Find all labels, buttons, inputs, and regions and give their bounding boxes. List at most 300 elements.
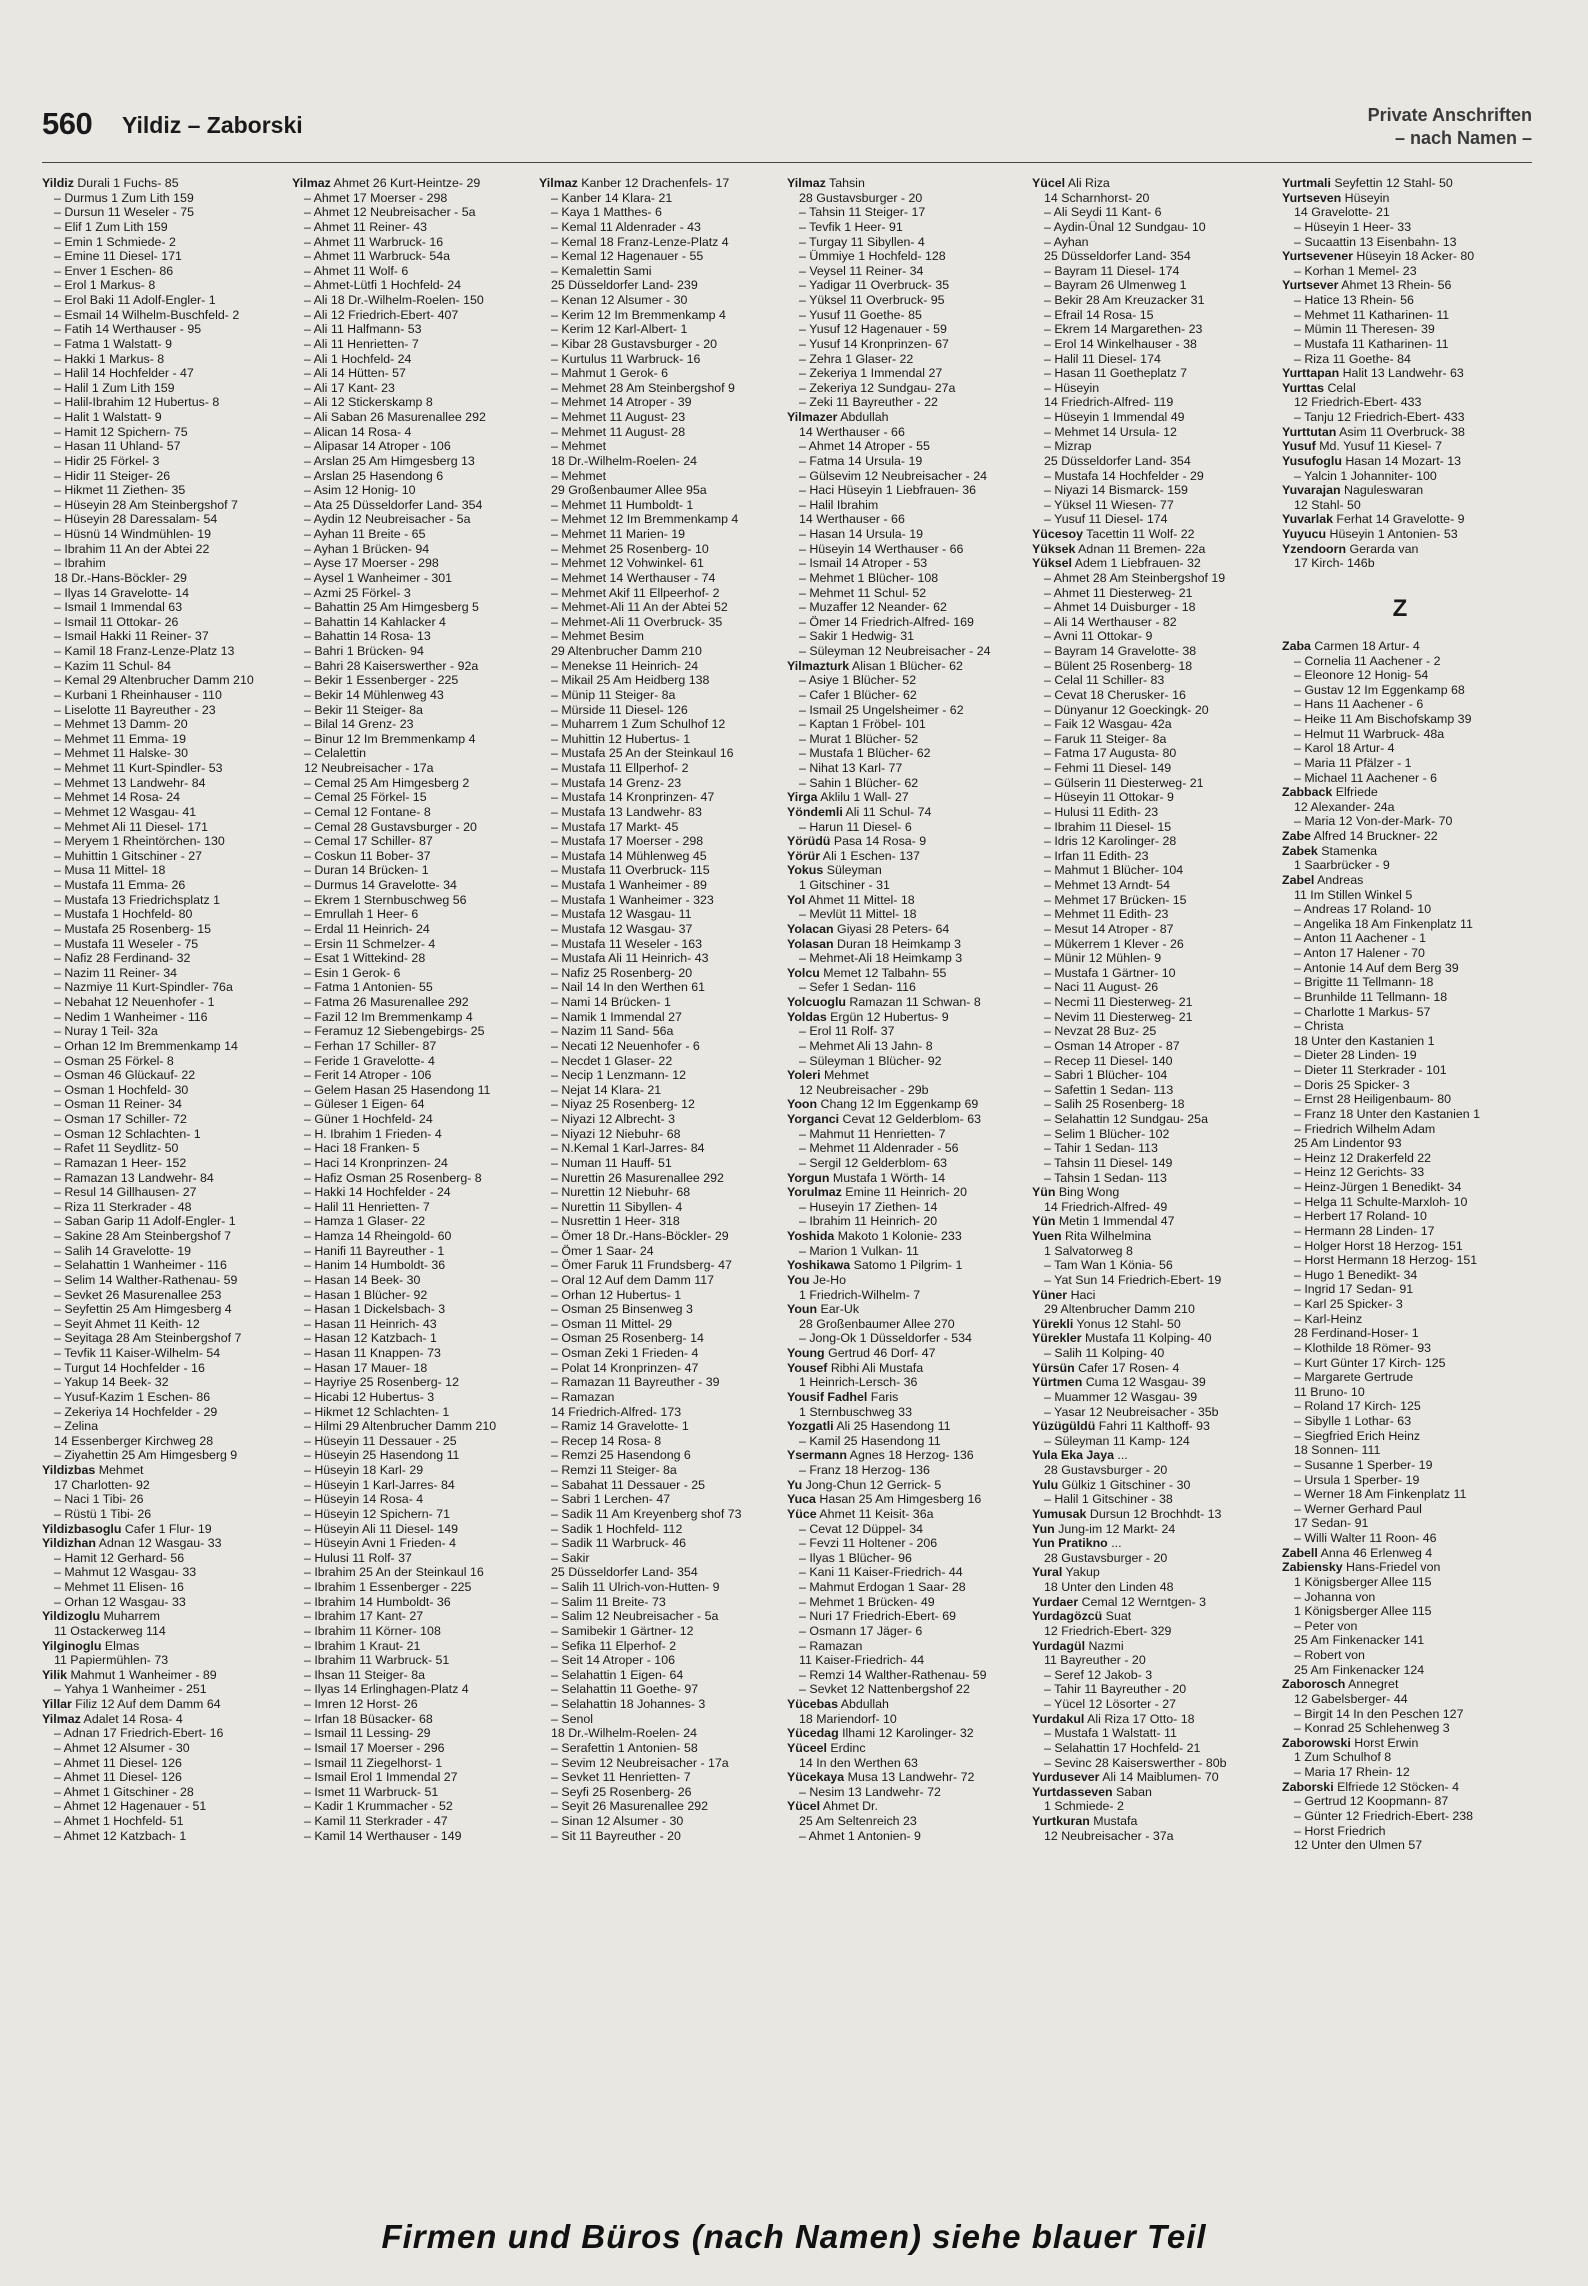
entry-details: Ali Riza — [1065, 176, 1110, 190]
listing-entry: – Bahattin 14 Kahlacker 4 — [304, 614, 446, 629]
listing-entry: – Mehmet 14 Ursula- 12 — [1044, 424, 1177, 439]
listing-entry: 25 Am Lindentor 93 — [1294, 1136, 1402, 1151]
entry-details: Md. Yusuf 11 Kiesel- 7 — [1315, 439, 1443, 454]
listing-entry: 12 Alexander- 24a — [1294, 799, 1395, 814]
entry-details: Fahri 11 Kalthoff- 93 — [1095, 1419, 1210, 1434]
listing-entry: – Ernst 28 Heiligenbaum- 80 — [1294, 1092, 1452, 1107]
listing-entry: – Hüseyin 18 Karl- 29 — [304, 1463, 424, 1477]
surname-entry — [1032, 1536, 1268, 1551]
listing-entry: – Mesut 14 Atroper - 87 — [1044, 921, 1174, 936]
listing-entry: – Mehmet 14 Rosa- 24 — [54, 790, 181, 805]
listing-entry: – Nevim 11 Diesterweg- 21 — [1044, 1009, 1193, 1024]
surname-entry — [1282, 1736, 1518, 1751]
listing-entry: – Hasan 1 Dickelsbach- 3 — [304, 1302, 446, 1317]
listing-entry: – Hüseyin — [1044, 380, 1100, 395]
listing-entry: – Ismail 25 Ungelsheimer - 62 — [799, 702, 964, 717]
directory-column-5 — [1032, 176, 1268, 2166]
listing-entry: – Ahmet 28 Am Steinbergshof 19 — [1044, 570, 1226, 585]
listing-entry: – Mehmet 11 Halske- 30 — [54, 746, 189, 761]
listing-entry: – Mustafa 11 Weseler - 163 — [551, 936, 703, 951]
listing-entry: – Ersin 11 Schmelzer- 4 — [304, 936, 436, 951]
entry-details: Hüseyin 1 Antonien- 53 — [1326, 527, 1458, 541]
surname-entry — [1032, 1185, 1268, 1200]
listing-entry: – Ismail 11 Lessing- 29 — [304, 1726, 431, 1741]
entry-details: Adnan 12 Wasgau- 33 — [95, 1536, 222, 1551]
listing-entry: – Mustafa 13 Friedrichsplatz 1 — [54, 892, 220, 907]
surname: You — [787, 1272, 810, 1287]
listing-entry: – Mehmet 14 Werthauser - 74 — [551, 570, 716, 585]
surname: Yurdagözcü — [1032, 1609, 1103, 1624]
listing-entry: – Rafet 11 Seydlitz- 50 — [54, 1141, 179, 1156]
listing-entry: – Ismail 11 Ziegelhorst- 1 — [304, 1755, 443, 1770]
entry-details: Ahmet 11 Mittel- 18 — [805, 892, 915, 907]
listing-entry: – Fazil 12 Im Bremmenkamp 4 — [304, 1009, 473, 1024]
listing-entry: – Ahmet 11 Diesterweg- 21 — [1044, 585, 1193, 600]
listing-entry: – Kamil 11 Sterkrader - 47 — [304, 1814, 448, 1828]
surname: Yildizoglu — [42, 1609, 101, 1624]
listing-entry: – Hasan 11 Heinrich- 43 — [304, 1316, 437, 1331]
listing-entry: – Bekir 1 Essenberger - 225 — [304, 673, 459, 688]
listing-entry: – Sabri 1 Lerchen- 47 — [551, 1492, 671, 1507]
entry-details: Haci — [1067, 1287, 1096, 1302]
listing-entry: – Samibekir 1 Gärtner- 12 — [551, 1623, 694, 1638]
listing-entry: – Tevfik 11 Kaiser-Wilhelm- 54 — [54, 1346, 221, 1360]
listing-entry: – Mustafa 25 Rosenberg- 15 — [54, 921, 212, 936]
listing-entry: – Muharrem 1 Zum Schulhof 12 — [551, 717, 726, 732]
listing-entry: – Nevzat 28 Buz- 25 — [1044, 1024, 1157, 1039]
listing-entry: 18 Unter den Linden 48 — [1044, 1580, 1174, 1594]
listing-entry: – Durmus 1 Zum Lith 159 — [54, 190, 194, 205]
listing-entry: – Emrullah 1 Heer- 6 — [304, 907, 419, 922]
listing-entry: – Sadik 1 Hochfeld- 112 — [551, 1521, 683, 1536]
listing-entry: – Mehmet Ali 11 Diesel- 171 — [54, 819, 209, 834]
listing-entry: – Selim 1 Blücher- 102 — [1044, 1126, 1170, 1141]
listing-entry: – Emine 11 Diesel- 171 — [54, 249, 182, 264]
listing-entry: 1 Friedrich-Wilhelm- 7 — [799, 1287, 921, 1302]
listing-entry: – Ahmet-Lütfi 1 Hochfeld- 24 — [304, 278, 462, 293]
listing-entry: – Asim 12 Honig- 10 — [304, 483, 416, 498]
entry-details: Faris — [867, 1389, 899, 1404]
surname: Yorganci — [787, 1112, 840, 1126]
listing-entry: – Hamza 14 Rheingold- 60 — [304, 1229, 452, 1243]
listing-entry: – Ayhan 11 Breite - 65 — [304, 527, 426, 541]
listing-entry: – Turgut 14 Hochfelder - 16 — [54, 1360, 205, 1375]
listing-entry: 29 Altenbrucher Damm 210 — [551, 644, 702, 658]
listing-entry: 14 Friedrich-Alfred- 49 — [1044, 1199, 1168, 1214]
listing-entry: – Horst Hermann 18 Herzog- 151 — [1294, 1253, 1478, 1268]
listing-entry: – Sakir 1 Hedwig- 31 — [799, 629, 915, 644]
listing-entry: – Bülent 25 Rosenberg- 18 — [1044, 658, 1193, 673]
listing-entry: – Selahattin 17 Hochfeld- 21 — [1044, 1740, 1201, 1755]
listing-entry: 18 Mariendorf- 10 — [799, 1711, 897, 1726]
surname: Yural — [1032, 1565, 1063, 1580]
listing-entry: – Zehra 1 Glaser- 22 — [799, 351, 914, 366]
listing-entry: – Tahir 1 Sedan- 113 — [1044, 1141, 1158, 1156]
surname: Yüksek — [1032, 541, 1076, 556]
listing-entry: – Erol 14 Winkelhauser - 38 — [1044, 336, 1197, 351]
listing-entry: – Hüseyin 28 Am Steinbergshof 7 — [54, 497, 238, 512]
listing-entry: – Sakir — [551, 1550, 590, 1565]
entry-details: Naguleswaran — [1340, 483, 1424, 498]
listing-entry: – Osman 25 Rosenberg- 14 — [551, 1331, 704, 1346]
listing-entry: – Ahmet 11 Diesel- 126 — [54, 1755, 182, 1770]
listing-entry: – Nejat 14 Klara- 21 — [551, 1082, 662, 1097]
listing-entry: – Zelina — [54, 1419, 99, 1434]
listing-entry: – Sucaattin 13 Eisenbahn- 13 — [1294, 234, 1457, 249]
listing-entry: – Ahmet 12 Hagenauer - 51 — [54, 1799, 207, 1814]
listing-entry: – Eleonore 12 Honig- 54 — [1294, 668, 1429, 683]
listing-entry: – Hüseyin 1 Heer- 33 — [1294, 219, 1412, 234]
listing-entry: – Mehmet 11 Humboldt- 1 — [551, 497, 694, 512]
listing-entry: – Ekrem 1 Sternbuschweg 56 — [304, 892, 467, 907]
section-title — [1368, 104, 1532, 150]
listing-entry: – Sabahat 11 Dessauer - 25 — [551, 1477, 706, 1492]
listing-entry: – Ibrahim 17 Kant- 27 — [304, 1609, 424, 1624]
listing-entry: – Hakki 14 Hochfelder - 24 — [304, 1185, 451, 1200]
listing-entry: – Ismail 11 Ottokar- 26 — [54, 614, 179, 629]
listing-entry: – Necip 1 Lenzmann- 12 — [551, 1068, 687, 1083]
surname-entry — [787, 1229, 1023, 1244]
entry-details: Dursun 12 Brochhdt- 13 — [1086, 1506, 1222, 1521]
surname-entry — [787, 834, 1023, 849]
listing-entry: – Idris 12 Karolinger- 28 — [1044, 834, 1177, 849]
surname: Yolcu — [787, 965, 820, 980]
listing-entry: – Ahmet 14 Duisburger - 18 — [1044, 600, 1196, 615]
listing-entry: – Anton 17 Halener - 70 — [1294, 946, 1425, 960]
listing-entry: – Horst Friedrich — [1294, 1823, 1386, 1838]
listing-entry: – Yat Sun 14 Friedrich-Ebert- 19 — [1044, 1272, 1222, 1287]
listing-entry: – Mehmet 12 Wasgau- 41 — [54, 804, 197, 819]
listing-entry: – Cemal 25 Förkel- 15 — [304, 790, 427, 805]
listing-entry: 12 Friedrich-Ebert- 329 — [1044, 1623, 1172, 1638]
listing-entry: – Hasan 14 Ursula- 19 — [799, 527, 923, 541]
listing-entry: – Ahmet 1 Antonien- 9 — [799, 1828, 921, 1843]
surname: Yurtmali — [1282, 176, 1331, 190]
listing-entry: – Mehmet 13 Damm- 20 — [54, 717, 188, 732]
surname-entry — [1282, 1560, 1518, 1575]
listing-entry: – Ismail 1 Immendal 63 — [54, 600, 183, 615]
surname: Yillar — [42, 1697, 72, 1711]
surname-entry — [1032, 556, 1268, 571]
surname-entry — [1282, 483, 1518, 498]
listing-entry: – Werner 18 Am Finkenplatz 11 — [1294, 1487, 1467, 1502]
listing-entry: – Hamza 1 Glaser- 22 — [304, 1214, 426, 1229]
surname-entry — [1282, 278, 1518, 293]
listing-entry: – Ingrid 17 Sedan- 91 — [1294, 1282, 1414, 1297]
listing-entry: – Kaptan 1 Fröbel- 101 — [799, 717, 926, 732]
listing-entry: – Mustafa 1 Walstatt- 11 — [1044, 1726, 1177, 1741]
listing-entry: – Mehmet 12 Im Bremmenkamp 4 — [551, 512, 739, 527]
surname: Zabe — [1282, 829, 1311, 843]
listing-entry: – Sefer 1 Sedan- 116 — [799, 980, 916, 995]
listing-entry: – Bahattin 25 Am Himgesberg 5 — [304, 600, 479, 615]
surname: Yolasan — [787, 936, 834, 951]
surname-entry — [1032, 1595, 1268, 1610]
listing-entry: – Hüseyin 14 Werthauser - 66 — [799, 541, 964, 556]
listing-entry: – Numan 11 Hauff- 51 — [551, 1155, 672, 1170]
listing-entry: – Ibrahim 11 Heinrich- 20 — [799, 1214, 938, 1229]
listing-entry: – Mustafa 1 Wanheimer - 323 — [551, 892, 714, 907]
surname: Yokus — [787, 863, 824, 878]
listing-entry: 1 Königsberger Allee 115 — [1294, 1574, 1432, 1589]
entry-details: Carmen 18 Artur- 4 — [1310, 638, 1420, 653]
entry-details: Cevat 12 Gelderblom- 63 — [839, 1112, 981, 1126]
listing-entry: 25 Düsseldorfer Land- 354 — [551, 1565, 698, 1580]
surname-entry — [1032, 1565, 1268, 1580]
entry-details: Ali 25 Hasendong 11 — [833, 1419, 951, 1434]
listing-entry: – Hüseyin 28 Daressalam- 54 — [54, 512, 218, 527]
entry-details: Cemal 12 Werntgen- 3 — [1078, 1594, 1207, 1609]
listing-entry: – Margarete Gertrude — [1294, 1370, 1414, 1385]
listing-entry: – Faik 12 Wasgau- 42a — [1044, 717, 1172, 732]
surname: Yilginoglu — [42, 1638, 102, 1653]
listing-entry: – Ferhan 17 Schiller- 87 — [304, 1038, 437, 1053]
listing-entry: – Hikmet 11 Ziethen- 35 — [54, 483, 186, 498]
listing-entry: – Rüstü 1 Tibi- 26 — [54, 1506, 152, 1521]
surname-entry — [1282, 425, 1518, 440]
listing-entry: – Mehmet 1 Blücher- 108 — [799, 570, 939, 585]
listing-entry: – Ahmet 1 Hochfeld- 51 — [54, 1814, 184, 1828]
listing-entry: – Kurbani 1 Rheinhauser - 110 — [54, 687, 222, 702]
surname-entry — [787, 849, 1023, 864]
entry-details: Abdullah — [837, 1697, 889, 1711]
entry-details: Ear-Uk — [817, 1302, 860, 1317]
listing-entry: 28 Gustavsburger - 20 — [1044, 1550, 1168, 1565]
listing-entry: – Mehmet-Ali 11 Overbruck- 35 — [551, 614, 723, 629]
listing-entry: – Ayse 17 Moerser - 298 — [304, 556, 439, 571]
entry-details: Mehmet — [820, 1068, 869, 1083]
surname-entry — [1282, 542, 1518, 557]
listing-entry: – Mustafa 17 Markt- 45 — [551, 819, 679, 834]
listing-entry: – Hilmi 29 Altenbrucher Damm 210 — [304, 1419, 497, 1434]
listing-entry: – Hulusi 11 Rolf- 37 — [304, 1550, 412, 1565]
listing-entry: – Remzi 14 Walther-Rathenau- 59 — [799, 1667, 987, 1682]
listing-entry: – Süleyman 1 Blücher- 92 — [799, 1053, 942, 1068]
listing-entry: – Ilyas 1 Blücher- 96 — [799, 1550, 912, 1565]
entry-details: Hasan 14 Mozart- 13 — [1341, 453, 1462, 468]
listing-entry: – Doris 25 Spicker- 3 — [1294, 1077, 1410, 1092]
surname: Yilmazturk — [787, 658, 850, 673]
surname: Yildizhan — [42, 1536, 96, 1551]
listing-entry: – Ali 11 Halfmann- 53 — [304, 322, 422, 337]
listing-entry: – Susanne 1 Sperber- 19 — [1294, 1457, 1433, 1472]
entry-details: ... — [1113, 1448, 1128, 1463]
listing-entry: – Nesim 13 Landwehr- 72 — [799, 1784, 941, 1799]
surname-entry — [1282, 191, 1518, 206]
surname-entry — [1282, 844, 1518, 859]
listing-entry: 1 Königsberger Allee 115 — [1294, 1604, 1432, 1619]
surname: Yoon — [787, 1097, 818, 1112]
entry-details: Adalet 14 Rosa- 4 — [80, 1711, 183, 1726]
surname-entry — [787, 1346, 1023, 1361]
directory-column-6 — [1282, 176, 1518, 2166]
listing-entry: – Ismail Hakki 11 Reiner- 37 — [54, 629, 209, 644]
surname: Yun Pratikno — [1032, 1536, 1108, 1551]
section-title-line2: – nach Namen – — [1394, 128, 1532, 148]
listing-entry: – Hayriye 25 Rosenberg- 12 — [304, 1375, 459, 1390]
listing-entry: – Resul 14 Gillhausen- 27 — [54, 1185, 197, 1200]
listing-entry: – Polat 14 Kronprinzen- 47 — [551, 1360, 699, 1375]
listing-entry: – Ali Seydi 11 Kant- 6 — [1044, 205, 1162, 220]
listing-entry: – Safettin 1 Sedan- 113 — [1044, 1082, 1174, 1097]
listing-entry: – Celal 11 Schiller- 83 — [1044, 673, 1165, 688]
entry-details: Jong-Chun 12 Gerrick- 5 — [802, 1477, 942, 1492]
listing-entry: – Franz 18 Herzog- 136 — [799, 1463, 930, 1477]
surname: Yilmaz — [787, 176, 826, 190]
surname-entry — [787, 410, 1023, 425]
listing-entry: – Meryem 1 Rheintörchen- 130 — [54, 834, 225, 849]
surname: Yöndemli — [787, 804, 843, 819]
entry-details: Hans-Friedel von — [1342, 1560, 1441, 1575]
listing-entry: – Kemalettin Sami — [551, 263, 652, 278]
listing-entry: – Holger Horst 18 Herzog- 151 — [1294, 1238, 1463, 1253]
surname: Yuvarajan — [1282, 483, 1341, 498]
listing-entry: – Mustafa 17 Moerser - 298 — [551, 834, 704, 849]
entry-details: Asim 11 Overbruck- 38 — [1336, 424, 1465, 439]
listing-entry: – Hüseyin Avni 1 Frieden- 4 — [304, 1536, 456, 1551]
surname: Yücedag — [787, 1726, 839, 1741]
entry-details: Mustafa — [1089, 1814, 1138, 1828]
listing-entry: – Nail 14 In den Werthen 61 — [551, 980, 706, 995]
listing-entry: – Mevlüt 11 Mittel- 18 — [799, 907, 917, 922]
surname: Yousef — [787, 1360, 828, 1375]
listing-entry: – Ahmet 11 Warbruck- 54a — [304, 249, 450, 264]
listing-entry: – Mustafa 1 Blücher- 62 — [799, 746, 931, 761]
surname: Yoldas — [787, 1009, 827, 1024]
listing-entry: – Kanber 14 Klara- 21 — [551, 190, 673, 205]
surname: Yoshida — [787, 1229, 835, 1243]
surname-entry — [1032, 1814, 1268, 1829]
entry-details: Giyasi 28 Peters- 64 — [833, 921, 950, 936]
entry-details: Gülkiz 1 Gitschiner - 30 — [1058, 1477, 1191, 1492]
surname-entry — [787, 659, 1023, 674]
listing-entry: – Zeki 11 Bayreuther - 22 — [799, 395, 938, 410]
listing-entry: – Gelem Hasan 25 Hasendong 11 — [304, 1082, 491, 1097]
listing-entry: – Ibrahim 14 Humboldt- 36 — [304, 1594, 451, 1609]
listing-entry: – Mehmet 13 Arndt- 54 — [1044, 878, 1171, 892]
listing-entry: – Mustafa 14 Hochfelder - 29 — [1044, 468, 1204, 483]
listing-entry: 12 Neubreisacher - 37a — [1044, 1828, 1174, 1843]
listing-entry: – Mehmet — [551, 468, 607, 483]
entry-details: Stamenka — [1317, 843, 1378, 858]
listing-entry: – Ömer Faruk 11 Frundsberg- 47 — [551, 1258, 732, 1273]
surname-entry — [787, 922, 1023, 937]
listing-entry: – Hermann 28 Linden- 17 — [1294, 1223, 1435, 1238]
listing-entry: – Ali 11 Henrietten- 7 — [304, 336, 419, 351]
listing-entry: – Nazim 11 Reiner- 34 — [54, 965, 178, 980]
surname-entry — [1282, 829, 1518, 844]
listing-entry: – Ayhan — [1044, 234, 1089, 249]
listing-entry: – Charlotte 1 Markus- 57 — [1294, 1004, 1431, 1019]
listing-entry: – Bahri 28 Kaiserswerther - 92a — [304, 658, 479, 673]
listing-entry: – Avni 11 Ottokar- 9 — [1044, 629, 1153, 644]
surname-entry — [1032, 542, 1268, 557]
listing-entry: 14 Werthauser - 66 — [799, 424, 905, 439]
surname-entry — [787, 1507, 1023, 1522]
listing-entry: – Günter 12 Friedrich-Ebert- 238 — [1294, 1808, 1474, 1823]
listing-entry: 14 Gravelotte- 21 — [1294, 205, 1390, 220]
surname-entry — [787, 1799, 1023, 1814]
surname: Yuvarlak — [1282, 512, 1333, 527]
surname: Yuyucu — [1282, 527, 1327, 541]
listing-entry: 18 Sonnen- 111 — [1294, 1443, 1381, 1458]
listing-entry: – Hüseyin 25 Hasendong 11 — [304, 1448, 460, 1463]
surname: Yirga — [787, 790, 818, 805]
listing-entry: – Haci 18 Franken- 5 — [304, 1141, 420, 1156]
entry-details: Horst Erwin — [1350, 1735, 1419, 1750]
listing-entry: – Sevinc 28 Kaiserswerther - 80b — [1044, 1755, 1227, 1770]
surname: Yücel — [787, 1799, 821, 1814]
listing-entry: – Asiye 1 Blücher- 52 — [799, 673, 917, 688]
surname: Yurdagül — [1032, 1638, 1086, 1653]
listing-entry: – Mehmet 1 Brücken- 49 — [799, 1594, 935, 1609]
listing-entry: – Efrail 14 Rosa- 15 — [1044, 307, 1154, 322]
listing-entry: – Anton 11 Aachener - 1 — [1294, 931, 1427, 946]
listing-entry: – Ahmet 12 Neubreisacher - 5a — [304, 205, 476, 220]
surname: Yula Eka Jaya — [1032, 1448, 1114, 1463]
listing-entry: – Roland 17 Kirch- 125 — [1294, 1399, 1421, 1414]
surname: Yurttapan — [1282, 366, 1340, 381]
entry-details: Elfriede — [1332, 785, 1378, 800]
surname-entry — [1032, 1785, 1268, 1800]
surname-entry — [42, 176, 278, 191]
listing-entry: – Muammer 12 Wasgau- 39 — [1044, 1389, 1198, 1404]
listing-entry: – Christa — [1294, 1019, 1344, 1034]
listing-entry: – Remzi 11 Steiger- 8a — [551, 1463, 677, 1477]
listing-entry: – Herbert 17 Roland- 10 — [1294, 1209, 1427, 1224]
listing-entry: – Ali 12 Stickerskamp 8 — [304, 395, 433, 410]
listing-entry: – Veysel 11 Reiner- 34 — [799, 263, 924, 278]
surname: Yulu — [1032, 1477, 1059, 1492]
surname-entry — [1032, 1229, 1268, 1244]
listing-entry: – Mehmet-Ali 11 An der Abtei 52 — [551, 600, 728, 615]
listing-entry: – Ömer 1 Saar- 24 — [551, 1243, 654, 1258]
listing-entry: – Coskun 11 Bober- 37 — [304, 848, 431, 863]
surname: Yürsün — [1032, 1360, 1075, 1375]
listing-entry: – Nusrettin 1 Heer- 318 — [551, 1214, 680, 1229]
listing-entry: 18 Dr.-Wilhelm-Roelen- 24 — [551, 1726, 697, 1741]
listing-entry: 1 Schmiede- 2 — [1044, 1799, 1124, 1814]
listing-entry: – Mustafa 12 Wasgau- 37 — [551, 921, 693, 936]
entry-details: Mustafa 1 Wörth- 14 — [829, 1170, 946, 1185]
listing-entry: – Gülserin 11 Diesterweg- 21 — [1044, 775, 1204, 790]
listing-entry: – Ahmet 12 Katzbach- 1 — [54, 1828, 187, 1843]
listing-entry: – Hanim 14 Humboldt- 36 — [304, 1258, 446, 1273]
surname-entry — [1032, 176, 1268, 191]
listing-entry: – Tahsin 11 Diesel- 149 — [1044, 1155, 1173, 1170]
listing-entry: – Ali 17 Kant- 23 — [304, 380, 395, 395]
listing-entry: – Tahsin 11 Steiger- 17 — [799, 205, 926, 220]
surname-entry — [787, 1258, 1023, 1273]
entry-details: Hüseyin — [1341, 190, 1390, 205]
listing-entry: – Osman 11 Reiner- 34 — [54, 1097, 182, 1112]
listing-entry: – Osman 17 Schiller- 72 — [54, 1112, 187, 1126]
listing-entry: – Ömer 18 Dr.-Hans-Böckler- 29 — [551, 1229, 729, 1243]
entry-details: Adem 1 Liebfrauen- 32 — [1071, 556, 1201, 571]
surname: Yürekli — [1032, 1316, 1074, 1331]
listing-entry: – Hidir 25 Förkel- 3 — [54, 453, 160, 468]
entry-details: Erdinc — [826, 1740, 866, 1755]
listing-entry: – Peter von — [1294, 1618, 1358, 1633]
listing-entry: – Hüseyin 11 Ottokar- 9 — [1044, 790, 1174, 805]
surname-entry — [1282, 512, 1518, 527]
listing-entry: – Gertrud 12 Koopmann- 87 — [1294, 1794, 1449, 1809]
surname: Yorulmaz — [787, 1185, 842, 1200]
listing-entry: – Yahya 1 Wanheimer - 251 — [54, 1682, 207, 1697]
surname: Yozgatli — [787, 1419, 834, 1434]
entry-details: Mahmut 1 Wanheimer - 89 — [67, 1667, 217, 1682]
listing-entry: – Cevat 18 Cherusker- 16 — [1044, 687, 1186, 702]
